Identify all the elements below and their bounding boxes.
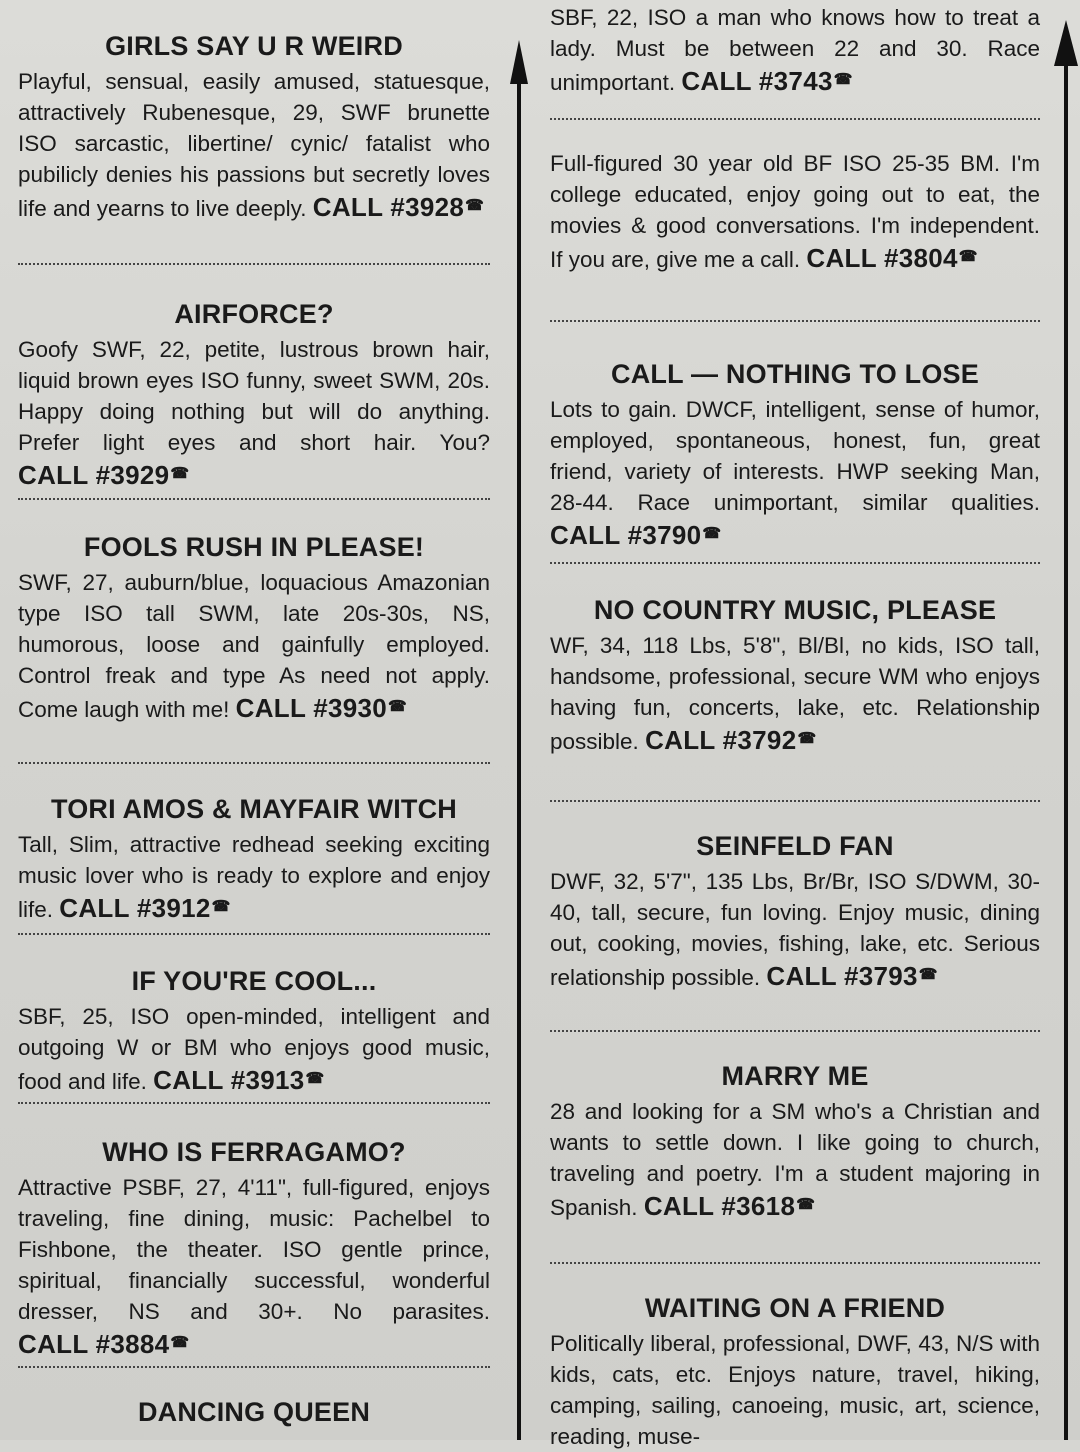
ad-headline: CALL — NOTHING TO LOSE <box>611 359 979 389</box>
personal-ad <box>550 594 1040 757</box>
personal-ad <box>550 148 1040 275</box>
ad-headline: NO COUNTRY MUSIC, PLEASE <box>593 595 997 625</box>
call-number: CALL #3884 <box>18 1329 170 1359</box>
ad-headline: TORI AMOS & MAYFAIR WITCH <box>50 794 457 824</box>
ad-text <box>550 1328 1040 1452</box>
call-number: CALL #3930 <box>235 693 387 723</box>
phone-icon: ☎ <box>170 1334 190 1351</box>
dotted-rule <box>18 1102 490 1104</box>
ad-headline: WAITING ON A FRIEND <box>644 1293 946 1323</box>
ad-body: Lots to gain. DWCF, intelligent, sense of humor, employed, spontaneous, honest, fun, great friend, variety of interests. HWP seeking Man, 28-44. Race unimportant, similar qualities. <box>550 397 1040 515</box>
call-number: CALL #3928 <box>312 192 465 222</box>
ad-text <box>18 829 490 925</box>
up-arrow-divider <box>510 40 528 1440</box>
ad-body: SBF, 22, ISO a man who knows how to treat a lady. Must be between 22 and 30. Race unimportant. <box>550 5 1040 95</box>
ad-body: WF, 34, 118 Lbs, 5'8", Bl/Bl, no kids, ISO tall, handsome, professional, secure WM who enjoys having fun, concerts, lake, etc. Relationship possible. <box>550 633 1040 754</box>
ad-headline: MARRY ME <box>721 1061 869 1091</box>
ad-headline: AIRFORCE? <box>174 299 334 329</box>
ad-headline: FOOLS RUSH IN PLEASE! <box>83 532 425 562</box>
dotted-rule <box>18 1366 490 1368</box>
call-number: CALL #3790 <box>550 520 702 550</box>
up-arrow-right-edge <box>1052 20 1080 1440</box>
phone-icon: ☎ <box>702 525 722 542</box>
ad-body: 28 and looking for a SM who's a Christian and wants to settle down. I like going to church, traveling and poetry. I'm a student majoring in Spanish. <box>550 1099 1040 1220</box>
phone-icon: ☎ <box>918 966 938 983</box>
personal-ad <box>18 30 490 224</box>
dotted-rule <box>18 762 490 764</box>
personal-ad <box>550 358 1040 552</box>
ad-body: Full-figured 30 year old BF ISO 25-35 BM. I'm college educated, enjoy going out to eat, the movies & good conversations. I'm independent. If you are, give me a call. <box>550 151 1040 272</box>
call-number: CALL #3792 <box>645 725 797 755</box>
ad-body: Goofy SWF, 22, petite, lustrous brown hair, liquid brown eyes ISO funny, sweet SWM, 20s. Happy doing nothing but will do anything. Prefer light eyes and short hair. You? <box>18 337 490 455</box>
personal-ad <box>18 793 490 925</box>
dotted-rule <box>18 498 490 500</box>
phone-icon: ☎ <box>833 71 853 88</box>
phone-icon: ☎ <box>465 197 484 214</box>
dotted-rule <box>550 118 1040 120</box>
personal-ad <box>18 298 490 492</box>
dotted-rule <box>550 1030 1040 1032</box>
call-number: CALL #3743 <box>681 66 833 96</box>
call-number: CALL #3618 <box>643 1191 796 1221</box>
call-number: CALL #3804 <box>806 243 958 273</box>
ad-text <box>18 334 490 492</box>
phone-icon: ☎ <box>211 898 231 915</box>
ad-body: Playful, sensual, easily amused, statuesque, attractively Rubenesque, 29, SWF brunette ISO sarcastic, libertine/ cynic/ fatalist who pubilicly denies his passions but secretly loves life and yearns to live deeply. <box>18 69 490 221</box>
dotted-rule <box>550 320 1040 322</box>
ad-headline: WHO IS FERRAGAMO? <box>102 1137 406 1167</box>
ad-text <box>550 148 1040 275</box>
phone-icon: ☎ <box>958 248 978 265</box>
ad-body: Tall, Slim, attractive redhead seeking exciting music lover who is ready to explore and enjoy life. <box>18 832 490 922</box>
phone-icon: ☎ <box>796 1196 815 1213</box>
phone-icon: ☎ <box>388 698 407 715</box>
ad-headline: SEINFELD FAN <box>696 831 894 861</box>
call-number: CALL #3913 <box>153 1065 305 1095</box>
personal-ad <box>550 1060 1040 1223</box>
ad-headline: GIRLS SAY U R WEIRD <box>105 31 403 61</box>
ad-text <box>18 66 490 224</box>
dotted-rule <box>550 562 1040 564</box>
call-number: CALL #3912 <box>59 893 211 923</box>
personal-ad <box>550 2 1040 98</box>
ad-text <box>550 866 1040 993</box>
dotted-rule <box>18 263 490 265</box>
ad-body: SBF, 25, ISO open-minded, intelligent and outgoing W or BM who enjoys good music, food and life. <box>18 1004 490 1094</box>
ad-body: Attractive PSBF, 27, 4'11", full-figured, enjoys traveling, fine dining, music: Pachelbel to Fishbone, the theater. ISO gentle prince, spiritual, financially successful, wonderful dresser, NS and 30+. No parasites. <box>18 1175 490 1324</box>
ad-text <box>18 1001 490 1097</box>
ad-text <box>550 630 1040 757</box>
dotted-rule <box>18 933 490 935</box>
ad-text <box>18 567 490 725</box>
dotted-rule <box>550 800 1040 802</box>
call-number: CALL #3929 <box>18 460 170 490</box>
phone-icon: ☎ <box>305 1070 325 1087</box>
phone-icon: ☎ <box>170 465 190 482</box>
personal-ad <box>18 965 490 1097</box>
personal-ad <box>18 1136 490 1361</box>
ad-text <box>18 1172 490 1361</box>
phone-icon: ☎ <box>797 730 817 747</box>
personal-ad <box>18 1396 490 1432</box>
personal-ad <box>550 830 1040 993</box>
ad-text <box>550 1096 1040 1223</box>
personal-ad <box>18 531 490 725</box>
ad-text <box>550 394 1040 552</box>
ad-body: SWF, 27, auburn/blue, loquacious Amazonian type ISO tall SWM, late 20s-30s, NS, humorous, loose and gainfully employed. Control freak and type As need not apply. Come laugh with me! <box>18 570 490 722</box>
ad-headline: IF YOU'RE COOL... <box>131 966 377 996</box>
call-number: CALL #3793 <box>766 961 918 991</box>
personal-ad <box>550 1292 1040 1452</box>
ad-body: DWF, 32, 5'7", 135 Lbs, Br/Br, ISO S/DWM, 30-40, tall, secure, fun loving. Enjoy music, dining out, cooking, movies, fishing, lake, etc. Serious relationship possible. <box>550 869 1040 990</box>
ad-body: Politically liberal, professional, DWF, 43, N/S with kids, cats, etc. Enjoys nature, travel, hiking, camping, sailing, canoeing, music, art, science, reading, muse- <box>550 1331 1040 1449</box>
ad-text <box>550 2 1040 98</box>
ad-headline: DANCING QUEEN <box>137 1397 371 1427</box>
dotted-rule <box>550 1262 1040 1264</box>
